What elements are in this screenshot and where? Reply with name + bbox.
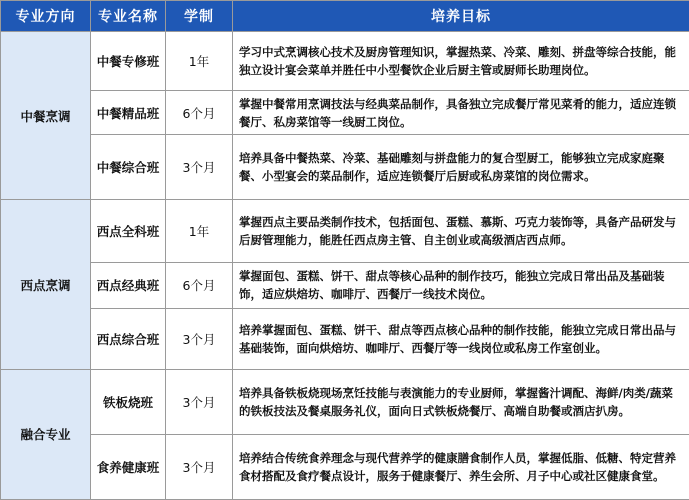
header-row xyxy=(1,1,689,32)
program-goal: 培养具备中餐热菜、冷菜、基础雕刻与拼盘能力的复合型厨工，能够独立完成家庭聚餐、小型宴会的菜品制作，适应连锁餐厅后厨或私房菜馆的岗位需求。 xyxy=(233,134,689,200)
direction-cell: 融合专业 xyxy=(1,369,91,499)
program-duration: 3个月 xyxy=(166,435,233,500)
table-row xyxy=(1,200,689,262)
program-duration: 3个月 xyxy=(166,369,233,435)
program-name: 西点综合班 xyxy=(91,308,166,369)
program-goal: 培养掌握面包、蛋糕、饼干、甜点等西点核心品种的制作技能，能独立完成日常出品与基础装饰，面向烘焙坊、咖啡厅、西餐厅等一线岗位或私房工作室创业。 xyxy=(233,308,689,369)
program-name: 中餐专修班 xyxy=(91,32,166,91)
program-goal: 掌握西点主要品类制作技术，包括面包、蛋糕、慕斯、巧克力装饰等，具备产品研发与后厨管理能力，能胜任西点房主管、自主创业或高级酒店西点师。 xyxy=(233,200,689,262)
program-name: 西点全科班 xyxy=(91,200,166,262)
program-duration: 6个月 xyxy=(166,91,233,135)
table-row xyxy=(1,308,689,369)
table-row xyxy=(1,369,689,435)
table-row xyxy=(1,262,689,308)
header-goal: 培养目标 xyxy=(233,1,689,32)
program-name: 中餐综合班 xyxy=(91,134,166,200)
program-goal: 培养具备铁板烧现场烹饪技能与表演能力的专业厨师，掌握酱汁调配、海鲜/肉类/蔬菜的铁板技法及餐桌服务礼仪，面向日式铁板烧餐厅、高端自助餐或酒店扒房。 xyxy=(233,369,689,435)
program-name: 食养健康班 xyxy=(91,435,166,500)
program-goal: 掌握面包、蛋糕、饼干、甜点等核心品种的制作技巧，能独立完成日常出品及基础装饰，适应烘焙坊、咖啡厅、西餐厅一线技术岗位。 xyxy=(233,262,689,308)
table-row xyxy=(1,32,689,91)
header-program-name: 专业名称 xyxy=(91,1,166,32)
direction-cell: 西点烹调 xyxy=(1,200,91,370)
header-duration: 学制 xyxy=(166,1,233,32)
program-goal: 学习中式烹调核心技术及厨房管理知识，掌握热菜、冷菜、雕刻、拼盘等综合技能，能独立设计宴会菜单并胜任中小型餐饮企业后厨主管或厨师长助理岗位。 xyxy=(233,32,689,91)
table-row xyxy=(1,91,689,135)
table-row xyxy=(1,134,689,200)
program-duration: 3个月 xyxy=(166,134,233,200)
table-row xyxy=(1,435,689,500)
program-name: 铁板烧班 xyxy=(91,369,166,435)
program-duration: 6个月 xyxy=(166,262,233,308)
program-goal: 培养结合传统食养理念与现代营养学的健康膳食制作人员，掌握低脂、低糖、特定营养食材搭配及食疗餐点设计，服务于健康餐厅、养生会所、月子中心或社区健康食堂。 xyxy=(233,435,689,500)
program-duration: 1年 xyxy=(166,200,233,262)
program-name: 中餐精品班 xyxy=(91,91,166,135)
program-name: 西点经典班 xyxy=(91,262,166,308)
program-duration: 3个月 xyxy=(166,308,233,369)
program-goal: 掌握中餐常用烹调技法与经典菜品制作，具备独立完成餐厅常见菜肴的能力，适应连锁餐厅、私房菜馆等一线厨工岗位。 xyxy=(233,91,689,135)
program-duration: 1年 xyxy=(166,32,233,91)
header-direction: 专业方向 xyxy=(1,1,91,32)
direction-cell: 中餐烹调 xyxy=(1,32,91,200)
